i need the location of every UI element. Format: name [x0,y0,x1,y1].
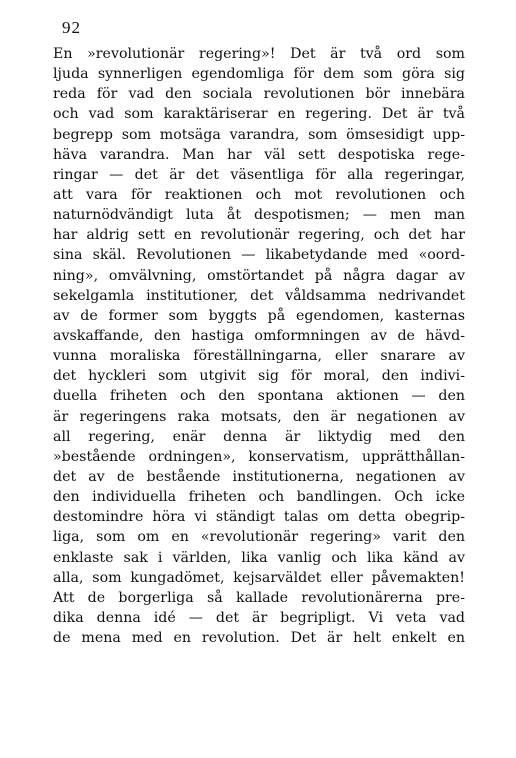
page-number: 92 [62,18,81,37]
text-line: Att de borgerliga så kallade revolutionärerna pre- [53,589,465,606]
text-line: har aldrig sett en revolutionär regering, och det har [53,227,465,244]
text-line: ringar — det är det väsentliga för alla regeringar, [53,166,465,183]
text-line: dika denna idé — det är begripligt. Vi veta vad [53,609,465,626]
text-line: sekelgamla institutioner, det våldsamma nedrivandet [53,287,465,304]
text-line: sina skäl. Revolutionen — likabetydande med «oord- [53,247,465,264]
body-text [53,44,465,648]
text-line: de mena med en revolution. Det är helt enkelt en [53,630,465,647]
text-line: häva varandra. Man har väl sett despotiska rege- [53,146,465,163]
text-line: destomindre höra vi ständigt talas om detta obegrip- [53,509,465,526]
text-line: naturnödvändigt luta åt despotismen; — men man [53,207,465,224]
text-line: det av de bestående institutionerna, negationen av [53,468,465,485]
text-line: att vara för reaktionen och mot revolutionen och [53,186,465,203]
text-line: duella friheten och den spontana aktionen — den [53,388,465,405]
text-line: ljuda synnerligen egendomliga för dem som göra sig [53,66,465,83]
text-line: En »revolutionär regering»! Det är två ord som [53,46,465,62]
text-line: alla, som kungadömet, kejsarväldet eller påvemakten! [53,569,465,586]
text-line: vunna moraliska föreställningarna, eller snarare av [53,348,465,365]
text-line: det hyckleri som utgivit sig för moral, den indivi- [53,368,465,385]
text-line: all regering, enär denna är liktydig med den [53,428,465,445]
text-line: reda för vad den sociala revolutionen bör innebära [53,86,465,103]
text-line: enklaste sak i världen, lika vanlig och lika känd av [53,549,465,566]
text-line: är regeringens raka motsats, den är negationen av [53,408,465,425]
text-line: »bestående ordningen», konservatism, upprätthållan- [53,448,465,465]
text-line: och vad som karaktäriserar en regering. Det är två [53,106,465,123]
text-line: liga, som om en «revolutionär regering» varit den [53,529,465,546]
text-line: den individuella friheten och bandlingen. Och icke [53,489,465,506]
text-line: avskaffande, den hastiga omformningen av de hävd- [53,327,465,344]
text-line: ning», omvälvning, omstörtandet på några dagar av [53,267,465,284]
text-line: av de former som byggts på egendomen, kasternas [53,307,465,324]
text-line: begrepp som motsäga varandra, som ömsesidigt upp- [53,126,465,143]
